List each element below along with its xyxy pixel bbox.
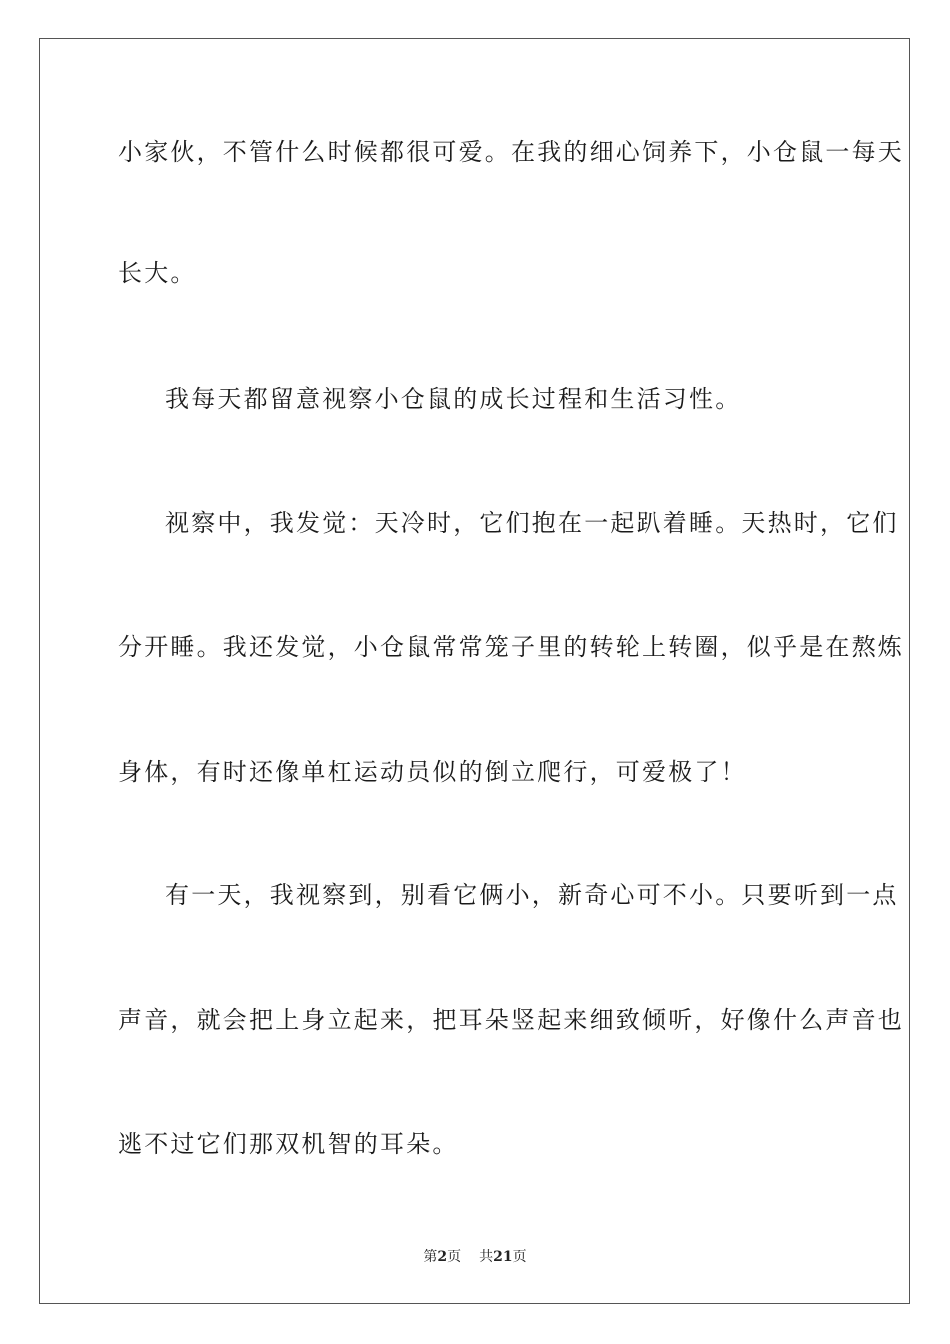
page-prefix: 第 — [423, 1249, 438, 1265]
total-pages: 21 — [493, 1249, 513, 1265]
total-suffix: 页 — [512, 1249, 527, 1265]
paragraph-line-7: 有一天，我视察到，别看它俩小，新奇心可不小。只要听到一点 — [165, 881, 899, 909]
text-line-8: 声音，就会把上身立起来，把耳朵竖起来细致倾听，好像什么声音也 — [118, 1006, 904, 1034]
text-line-6: 身体，有时还像单杠运动员似的倒立爬行，可爱极了！ — [118, 758, 747, 786]
paragraph-line-3: 我每天都留意视察小仓鼠的成长过程和生活习性。 — [165, 385, 742, 413]
text-line-2: 长大。 — [118, 259, 197, 287]
text-line-5: 分开睡。我还发觉，小仓鼠常常笼子里的转轮上转圈，似乎是在熬炼 — [118, 633, 904, 661]
paragraph-line-4: 视察中，我发觉：天冷时，它们抱在一起趴着睡。天热时，它们 — [165, 509, 899, 537]
text-line-1: 小家伙，不管什么时候都很可爱。在我的细心饲养下，小仓鼠一每天 — [118, 138, 904, 166]
page-number: 2 — [437, 1249, 448, 1265]
page-suffix: 页 — [447, 1249, 462, 1265]
text-line-9: 逃不过它们那双机智的耳朵。 — [118, 1130, 459, 1158]
page-footer — [0, 1248, 950, 1266]
total-prefix: 共 — [479, 1249, 494, 1265]
page-frame — [39, 38, 910, 1304]
